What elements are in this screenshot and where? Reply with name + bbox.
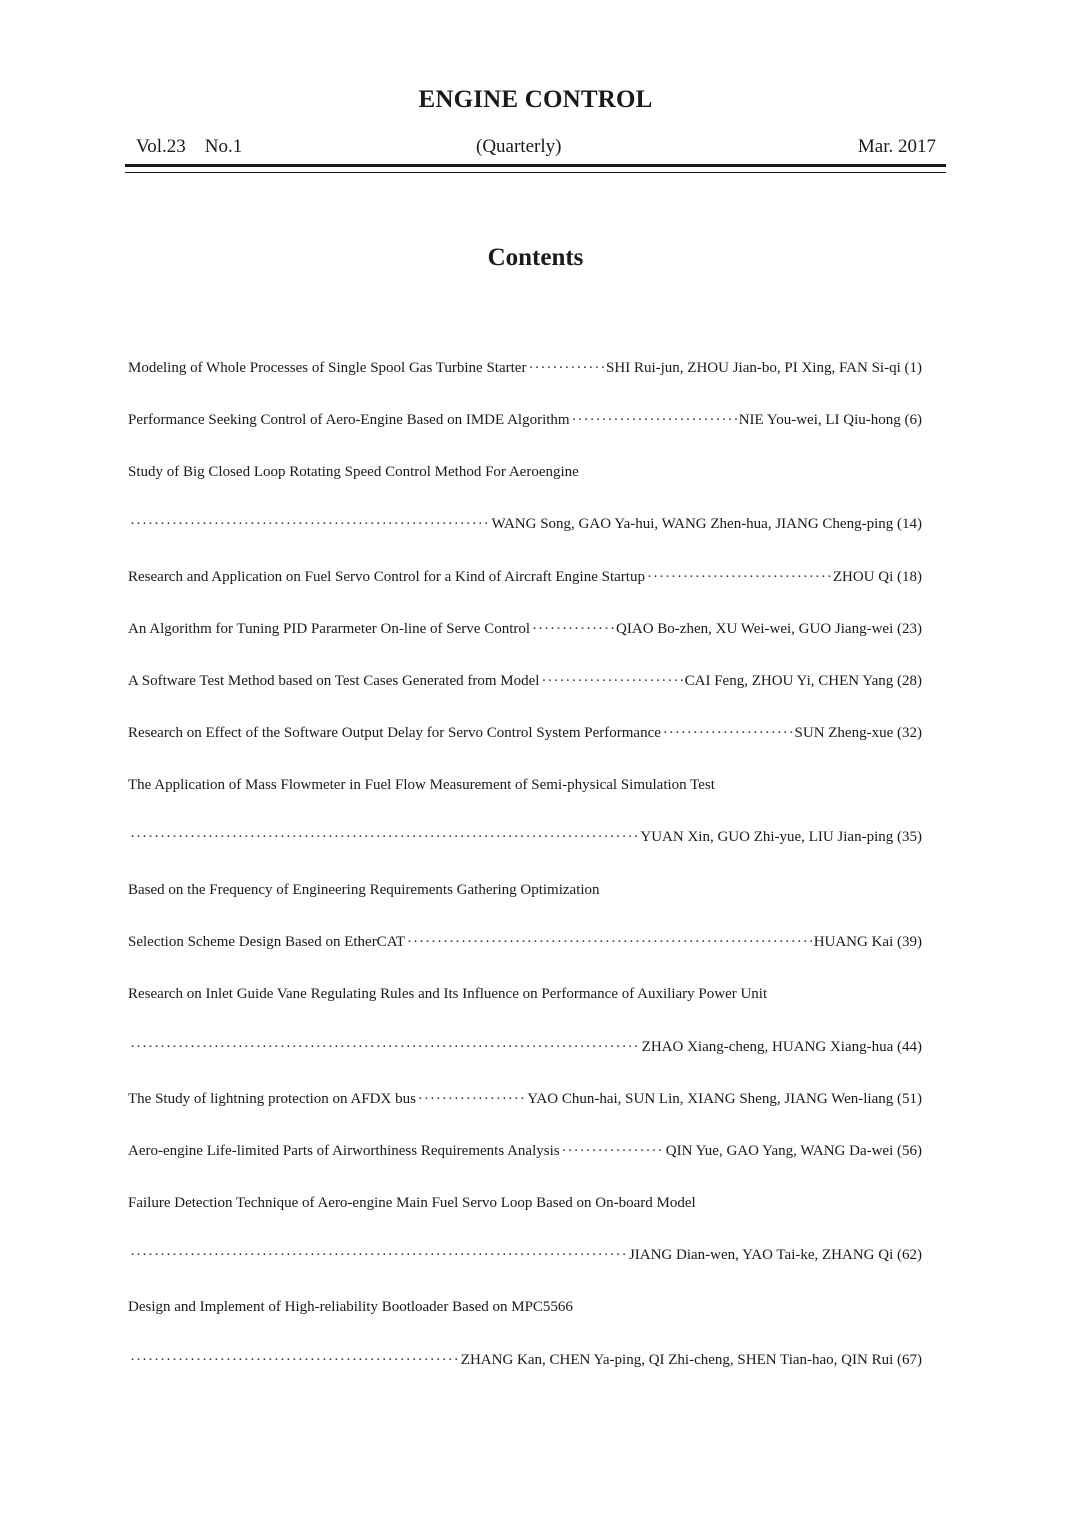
dot-leader [663,722,793,744]
toc-entry[interactable] [128,1244,922,1266]
header-rule-thick [125,164,946,167]
entry-authors: YAO Chun-hai, SUN Lin, XIANG Sheng, JIANG Wen-liang (51) [527,1091,922,1107]
toc-entry[interactable] [128,566,922,588]
toc-entry[interactable] [128,1036,922,1058]
entry-authors: WANG Song, GAO Ya-hui, WANG Zhen-hua, JIANG Cheng-ping (14) [491,516,922,532]
dot-leader [562,1140,664,1162]
journal-title: ENGINE CONTROL [418,86,653,113]
toc-entry[interactable] [128,618,922,640]
entry-authors: JIANG Dian-wen, YAO Tai-ke, ZHANG Qi (62) [628,1247,922,1263]
entry-title: Performance Seeking Control of Aero-Engine Based on IMDE Algorithm [128,412,570,428]
toc-entry[interactable] [128,931,922,953]
dot-leader [407,931,812,953]
entry-title: A Software Test Method based on Test Cases Generated from Model [128,673,540,689]
dot-leader [130,1349,459,1371]
issue-line [136,136,936,160]
entry-title: Aero-engine Life-limited Parts of Airworthiness Requirements Analysis [128,1143,560,1159]
entry-title: Research on Effect of the Software Output Delay for Servo Control System Performance [128,725,661,741]
entry-authors: SHI Rui-jun, ZHOU Jian-bo, PI Xing, FAN Si-qi (1) [606,360,922,376]
toc-entry[interactable] [128,409,922,431]
entry-title: An Algorithm for Tuning PID Pararmeter On-line of Serve Control [128,621,531,637]
toc-entry[interactable] [128,1349,922,1371]
frequency: (Quarterly) [476,136,562,157]
toc-entry[interactable] [128,1140,922,1162]
dot-leader [572,409,737,431]
toc-entry[interactable] [128,722,922,744]
contents-heading: Contents [487,244,584,271]
entry-authors: YUAN Xin, GUO Zhi-yue, LIU Jian-ping (35) [640,829,922,845]
toc-entry[interactable] [128,1088,922,1110]
entry-authors: CAI Feng, ZHOU Yi, CHEN Yang (28) [684,673,922,689]
entry-authors: ZHOU Qi (18) [832,569,922,585]
entry-authors: QIN Yue, GAO Yang, WANG Da-wei (56) [665,1143,922,1159]
entry-title: Modeling of Whole Processes of Single Spool Gas Turbine Starter [128,360,527,376]
entry-title: The Study of lightning protection on AFDX bus [128,1091,416,1107]
entry-authors: ZHANG Kan, CHEN Ya-ping, QI Zhi-cheng, SHEN Tian-hao, QIN Rui (67) [460,1352,922,1368]
dot-leader [532,618,614,640]
volume-number: Vol.23 No.1 [136,136,243,157]
entry-title: Research and Application on Fuel Servo Control for a Kind of Aircraft Engine Startup [128,569,645,585]
dot-leader [130,1244,627,1266]
entry-title[interactable]: Research on Inlet Guide Vane Regulating Rules and Its Influence on Performance of Auxiliary Power Unit [128,986,768,1002]
dot-leader [528,357,604,379]
dot-leader [418,1088,525,1110]
entry-authors: NIE You-wei, LI Qiu-hong (6) [738,412,922,428]
entry-authors: HUANG Kai (39) [813,934,922,950]
dot-leader [130,513,489,535]
entry-title[interactable]: Design and Implement of High-reliability Bootloader Based on MPC5566 [128,1299,573,1315]
toc-entry[interactable] [128,826,922,848]
entry-title-continued: Selection Scheme Design Based on EtherCAT [128,934,406,950]
toc-entry[interactable] [128,357,922,379]
entry-title[interactable]: Failure Detection Technique of Aero-engine Main Fuel Servo Loop Based on On-board Model [128,1195,696,1211]
header-rule-thin [125,172,946,173]
entry-authors: QIAO Bo-zhen, XU Wei-wei, GUO Jiang-wei (23) [616,621,922,637]
entry-authors: SUN Zheng-xue (32) [794,725,922,741]
entry-title[interactable]: The Application of Mass Flowmeter in Fuel Flow Measurement of Semi-physical Simulation Test [128,777,715,793]
dot-leader [130,826,638,848]
toc-entry[interactable] [128,513,922,535]
dot-leader [130,1036,640,1058]
toc-entry[interactable] [128,670,922,692]
entry-title[interactable]: Based on the Frequency of Engineering Requirements Gathering Optimization [128,882,600,898]
entry-authors: ZHAO Xiang-cheng, HUANG Xiang-hua (44) [641,1039,922,1055]
dot-leader [647,566,831,588]
entry-title[interactable]: Study of Big Closed Loop Rotating Speed Control Method For Aeroengine [128,464,579,480]
issue-date: Mar. 2017 [857,136,936,157]
dot-leader [541,670,682,692]
